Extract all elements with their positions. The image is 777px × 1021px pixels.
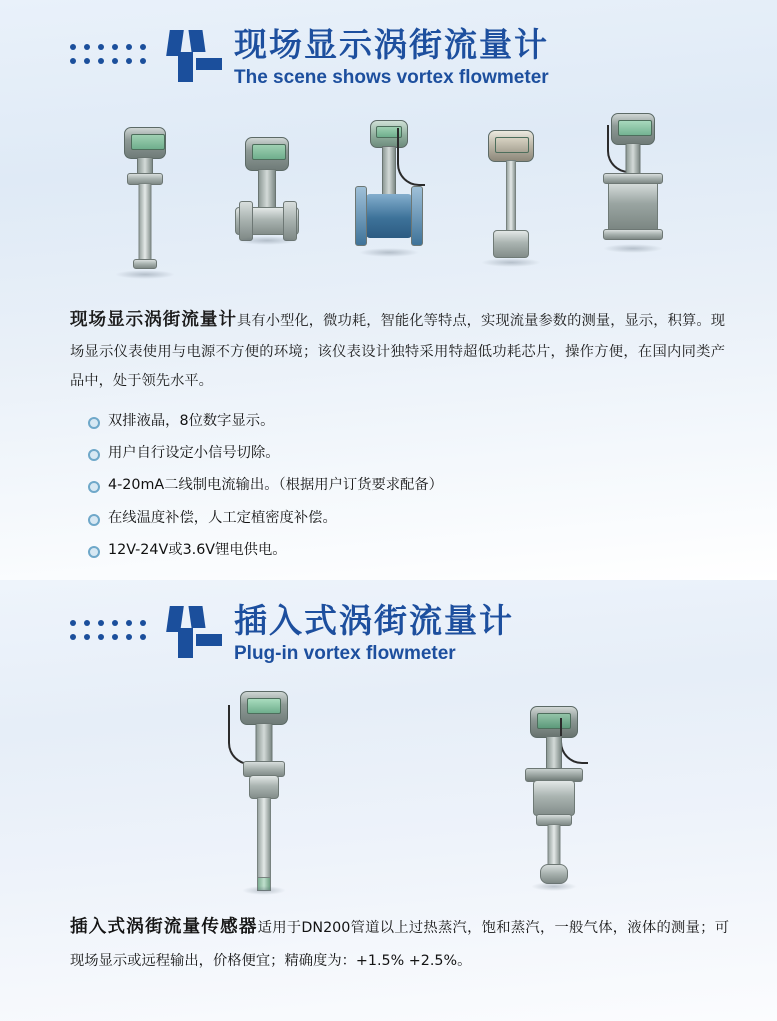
product-photo-row [0, 99, 777, 279]
section-body-copy [0, 303, 777, 395]
decorative-dots [70, 616, 154, 644]
body-paragraph: 具有小型化，微功耗，智能化等特点，实现流量参数的测量，显示，积算。现场显示仪表使用与电源不方便的环境；该仪表设计独特采用特超低功耗芯片，操作方便，在国内同类产品中，处于领先水平。 [70, 312, 725, 389]
list-item [108, 405, 777, 437]
product-wafer-body-flowmeter [227, 129, 307, 279]
title-block-2 [234, 602, 514, 665]
section-plug-in-vortex [0, 580, 777, 1021]
page-title-cn-2: 插入式涡街流量计 [234, 601, 514, 640]
product-plug-in-probe-flowmeter-right [514, 706, 594, 891]
brand-logo-icon [166, 30, 224, 82]
bullet-icon [88, 481, 100, 493]
product-insertion-probe-flowmeter [105, 119, 185, 279]
bullet-icon [88, 449, 100, 461]
brand-logo-icon [166, 606, 224, 658]
list-item [108, 534, 777, 566]
page-title-cn: 现场显示涡街流量计 [234, 25, 549, 64]
feature-bullet-list [0, 405, 777, 566]
bullet-icon [88, 514, 100, 526]
section-heading-2 [0, 580, 777, 665]
page-title-en-2: Plug-in vortex flowmeter [234, 642, 456, 664]
list-item-label: 在线温度补偿，人工定植密度补偿。 [108, 509, 337, 526]
section-heading [0, 0, 777, 89]
list-item [108, 437, 777, 469]
list-item-label: 12V-24V或3.6V锂电供电。 [108, 541, 287, 558]
list-item [108, 469, 777, 501]
title-block [234, 26, 549, 89]
page-title-en: The scene shows vortex flowmeter [234, 66, 549, 88]
bullet-icon [88, 546, 100, 558]
body-lead-term-2: 插入式涡街流量传感器 [70, 916, 258, 937]
body-lead-term: 现场显示涡街流量计 [70, 309, 238, 330]
product-clamp-body-flowmeter [593, 109, 673, 279]
product-compact-reducer-flowmeter [471, 124, 551, 279]
product-photo-row-2 [0, 681, 777, 891]
section-body-copy-2 [0, 909, 777, 976]
body-paragraph-2: 适用于DN200管道以上过热蒸汽，饱和蒸汽，一般气体，液体的测量；可现场显示或远程输出，价格便宜；精确度为：+1.5% +2.5%。 [70, 919, 729, 969]
bullet-icon [88, 417, 100, 429]
product-plug-in-probe-flowmeter-left [224, 691, 304, 891]
decorative-dots [70, 40, 154, 68]
product-flanged-blue-body-flowmeter [349, 114, 429, 279]
list-item-label: 4-20mA二线制电流输出。（根据用户订货要求配备） [108, 477, 443, 494]
list-item [108, 502, 777, 534]
list-item-label: 双排液晶，8位数字显示。 [108, 413, 275, 430]
list-item-label: 用户自行设定小信号切除。 [108, 445, 280, 462]
